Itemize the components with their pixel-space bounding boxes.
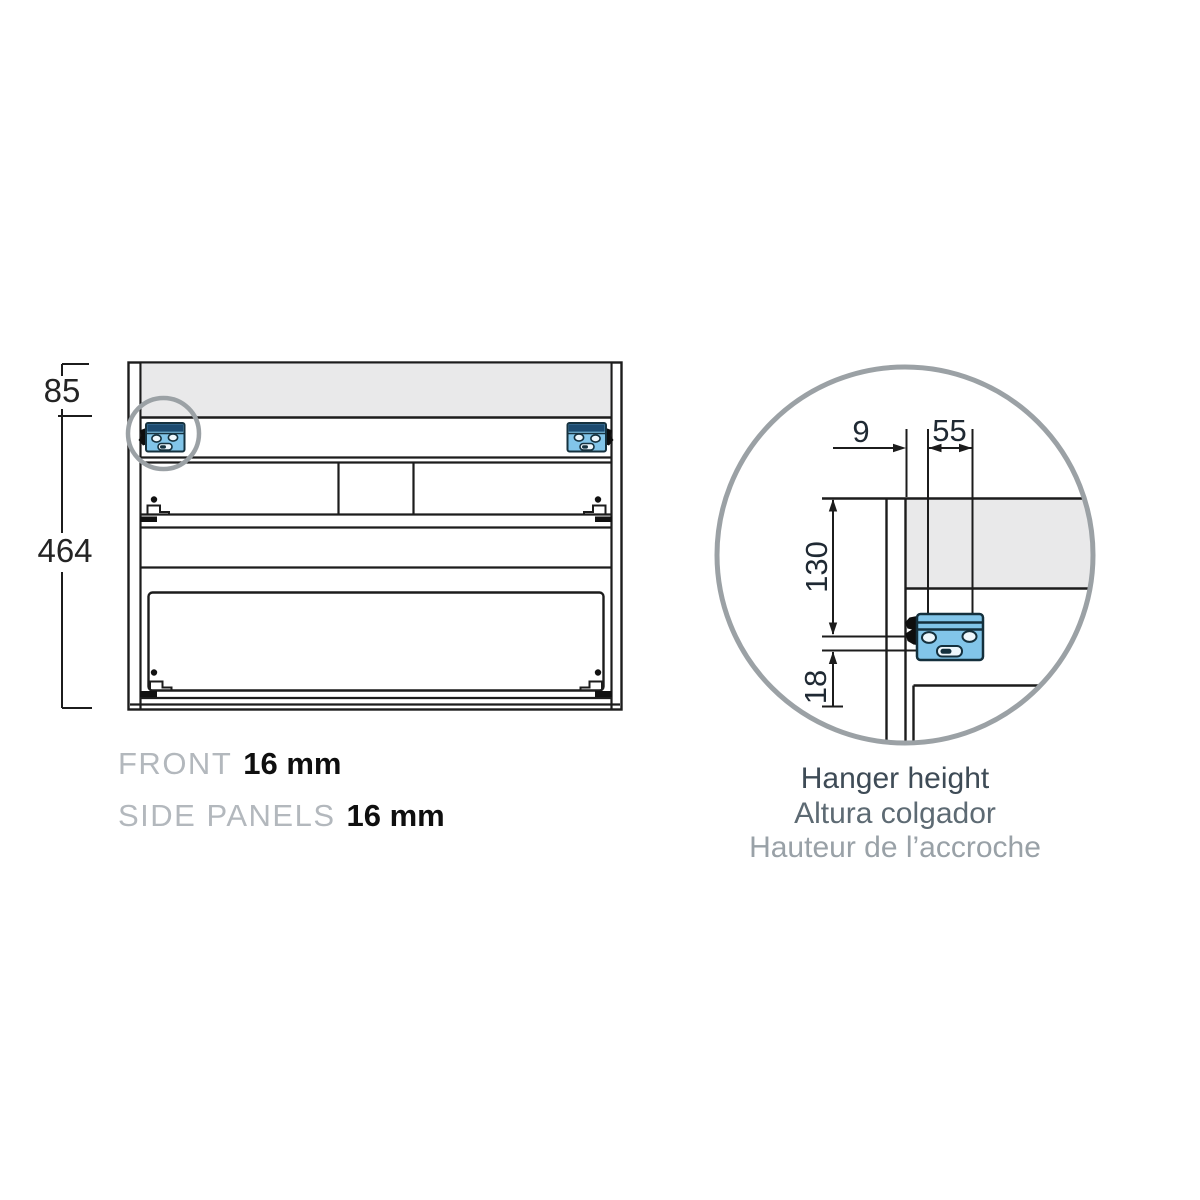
hanger-bracket-left (139, 423, 185, 452)
upper-runner-clips (140, 496, 612, 522)
front-value: 16 mm (243, 746, 342, 781)
side-panels-label: SIDE PANELS (118, 798, 336, 833)
dim-18-label: 18 (798, 669, 833, 705)
height-dimensions (37, 364, 92, 708)
caption-english: Hanger height (800, 762, 990, 795)
caption-spanish: Altura colgador (794, 796, 996, 830)
hanger-bracket-right (568, 423, 614, 452)
top-panel-gray-band (142, 364, 611, 418)
lower-runner-clips (140, 669, 612, 697)
caption-french: Hauteur de l’accroche (749, 831, 1041, 864)
front-thickness-row (118, 746, 342, 782)
front-label: FRONT (118, 746, 233, 781)
detail-top-panel-band (907, 499, 1107, 588)
dim-55-label: 55 (932, 413, 967, 448)
side-panels-thickness-row (118, 798, 445, 834)
dim-464-label: 464 (37, 532, 93, 569)
lower-drawer-box (149, 593, 604, 691)
hanger-bracket-detail (905, 614, 983, 660)
hanger-detail-view (717, 367, 1107, 748)
dim-130-label: 130 (799, 541, 834, 593)
dim-85-label: 85 (43, 372, 81, 409)
dim-9-label: 9 (852, 414, 870, 449)
side-panels-value: 16 mm (346, 798, 445, 833)
hanger-height-caption (645, 762, 1145, 866)
hanger-hook-icon (905, 616, 917, 645)
cabinet-front-view (37, 363, 621, 710)
